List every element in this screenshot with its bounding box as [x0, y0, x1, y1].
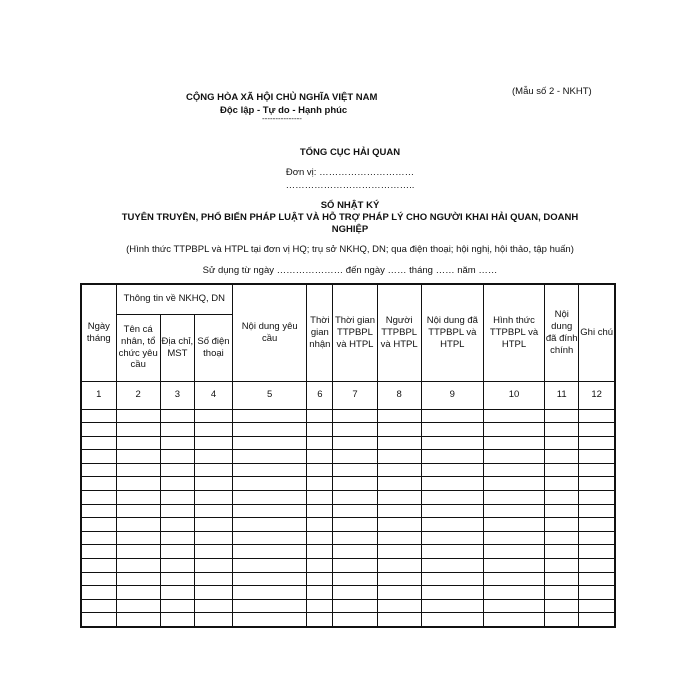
table-row	[81, 491, 615, 505]
table-cell[interactable]	[579, 477, 615, 491]
separator-line: ---------------	[262, 114, 302, 123]
table-cell[interactable]	[81, 518, 116, 532]
table-cell[interactable]	[194, 463, 232, 477]
table-row	[81, 518, 615, 532]
column-number-row	[81, 381, 615, 409]
log-table	[80, 283, 616, 628]
table-cell[interactable]	[194, 477, 232, 491]
table-cell[interactable]	[421, 572, 483, 586]
table-cell[interactable]	[333, 477, 377, 491]
table-cell[interactable]	[579, 436, 615, 450]
table-cell[interactable]	[116, 409, 160, 423]
table-cell[interactable]	[81, 504, 116, 518]
table-row	[81, 504, 615, 518]
table-cell[interactable]	[233, 545, 307, 559]
table-cell[interactable]	[483, 518, 544, 532]
table-cell[interactable]	[116, 586, 160, 600]
table-row	[81, 409, 615, 423]
table-cell[interactable]	[233, 613, 307, 627]
table-cell[interactable]	[483, 586, 544, 600]
table-cell[interactable]	[579, 409, 615, 423]
table-cell[interactable]	[307, 586, 333, 600]
table-cell[interactable]	[483, 423, 544, 437]
header-corrected-content: Nội dung đã đính chính	[545, 284, 579, 381]
table-cell[interactable]	[233, 409, 307, 423]
table-cell[interactable]	[307, 599, 333, 613]
table-cell[interactable]	[421, 463, 483, 477]
table-cell[interactable]	[307, 504, 333, 518]
table-cell[interactable]	[194, 436, 232, 450]
table-cell[interactable]	[116, 518, 160, 532]
header-group-info: Thông tin về NKHQ, DN	[116, 284, 232, 314]
table-cell[interactable]	[483, 450, 544, 464]
table-cell[interactable]	[377, 572, 421, 586]
table-cell[interactable]	[579, 572, 615, 586]
table-cell[interactable]	[421, 436, 483, 450]
table-cell[interactable]	[194, 423, 232, 437]
header-ttpbpl-person: Người TTPBPL và HTPL	[377, 284, 421, 381]
table-cell[interactable]	[81, 463, 116, 477]
table-cell[interactable]	[307, 613, 333, 627]
table-cell[interactable]	[160, 599, 194, 613]
table-cell[interactable]	[194, 518, 232, 532]
forms-note: (Hình thức TTPBPL và HTPL tại đơn vị HQ; trụ sở NKHQ, DN; qua điện thoại; hội nghị, hội thảo, tập huấn)	[126, 244, 574, 255]
table-cell[interactable]	[307, 572, 333, 586]
table-cell[interactable]	[377, 436, 421, 450]
table-cell[interactable]	[545, 450, 579, 464]
table-cell[interactable]	[160, 436, 194, 450]
table-cell[interactable]	[483, 545, 544, 559]
table-cell[interactable]	[545, 613, 579, 627]
table-cell[interactable]	[377, 423, 421, 437]
table-cell[interactable]	[116, 423, 160, 437]
table-cell[interactable]	[116, 477, 160, 491]
table-cell[interactable]	[160, 531, 194, 545]
table-cell[interactable]	[160, 423, 194, 437]
table-cell[interactable]	[233, 599, 307, 613]
column-number: 9	[421, 381, 483, 409]
table-cell[interactable]	[307, 450, 333, 464]
table-cell[interactable]	[421, 477, 483, 491]
table-cell[interactable]	[160, 409, 194, 423]
table-cell[interactable]	[545, 518, 579, 532]
table-row	[81, 463, 615, 477]
column-number: 8	[377, 381, 421, 409]
table-cell[interactable]	[307, 477, 333, 491]
table-cell[interactable]	[333, 436, 377, 450]
table-cell[interactable]	[483, 409, 544, 423]
table-cell[interactable]	[116, 450, 160, 464]
table-cell[interactable]	[333, 545, 377, 559]
table-cell[interactable]	[116, 436, 160, 450]
table-cell[interactable]	[307, 491, 333, 505]
table-cell[interactable]	[333, 504, 377, 518]
table-cell[interactable]	[160, 463, 194, 477]
header-requester: Tên cá nhân, tổ chức yêu cầu	[116, 314, 160, 381]
table-cell[interactable]	[579, 545, 615, 559]
table-cell[interactable]	[421, 613, 483, 627]
table-cell[interactable]	[160, 477, 194, 491]
table-cell[interactable]	[545, 531, 579, 545]
table-cell[interactable]	[307, 436, 333, 450]
table-cell[interactable]	[81, 450, 116, 464]
table-cell[interactable]	[483, 504, 544, 518]
table-cell[interactable]	[333, 559, 377, 573]
table-row	[81, 477, 615, 491]
table-cell[interactable]	[81, 531, 116, 545]
table-cell[interactable]	[333, 531, 377, 545]
table-cell[interactable]	[194, 409, 232, 423]
table-cell[interactable]	[333, 613, 377, 627]
unit-field-line2: …………………………………..	[285, 180, 415, 191]
column-number: 4	[194, 381, 232, 409]
table-cell[interactable]	[194, 613, 232, 627]
table-cell[interactable]	[116, 559, 160, 573]
table-cell[interactable]	[545, 572, 579, 586]
table-cell[interactable]	[579, 518, 615, 532]
table-cell[interactable]	[545, 436, 579, 450]
table-cell[interactable]	[545, 504, 579, 518]
table-cell[interactable]	[421, 545, 483, 559]
nation-heading: CỘNG HÒA XÃ HỘI CHỦ NGHĨA VIỆT NAM	[186, 92, 378, 103]
table-cell[interactable]	[194, 491, 232, 505]
table-cell[interactable]	[377, 491, 421, 505]
table-cell[interactable]	[116, 613, 160, 627]
table-row	[81, 531, 615, 545]
table-cell[interactable]	[421, 531, 483, 545]
table-row	[81, 559, 615, 573]
table-cell[interactable]	[377, 477, 421, 491]
table-cell[interactable]	[377, 586, 421, 600]
table-cell[interactable]	[307, 409, 333, 423]
table-cell[interactable]	[81, 545, 116, 559]
table-cell[interactable]	[579, 491, 615, 505]
table-cell[interactable]	[160, 613, 194, 627]
table-cell[interactable]	[545, 559, 579, 573]
table-cell[interactable]	[377, 450, 421, 464]
table-cell[interactable]	[377, 504, 421, 518]
table-cell[interactable]	[307, 518, 333, 532]
table-cell[interactable]	[579, 613, 615, 627]
column-number: 10	[483, 381, 544, 409]
table-cell[interactable]	[194, 504, 232, 518]
table-cell[interactable]	[421, 586, 483, 600]
table-cell[interactable]	[233, 504, 307, 518]
table-cell[interactable]	[233, 477, 307, 491]
table-cell[interactable]	[333, 463, 377, 477]
table-cell[interactable]	[233, 586, 307, 600]
table-cell[interactable]	[421, 599, 483, 613]
form-code: (Mẫu số 2 - NKHT)	[512, 86, 592, 97]
table-cell[interactable]	[194, 531, 232, 545]
table-row	[81, 613, 615, 627]
table-cell[interactable]	[545, 491, 579, 505]
table-cell[interactable]	[421, 450, 483, 464]
table-cell[interactable]	[160, 518, 194, 532]
table-cell[interactable]	[81, 586, 116, 600]
table-cell[interactable]	[333, 572, 377, 586]
header-address: Địa chỉ, MST	[160, 314, 194, 381]
header-phone: Số điện thoại	[194, 314, 232, 381]
column-number: 6	[307, 381, 333, 409]
table-cell[interactable]	[81, 599, 116, 613]
table-cell[interactable]	[579, 423, 615, 437]
header-ttpbpl-time: Thời gian TTPBPL và HTPL	[333, 284, 377, 381]
table-cell[interactable]	[333, 599, 377, 613]
table-cell[interactable]	[483, 613, 544, 627]
table-cell[interactable]	[307, 531, 333, 545]
table-cell[interactable]	[421, 559, 483, 573]
table-cell[interactable]	[194, 599, 232, 613]
table-cell[interactable]	[160, 586, 194, 600]
table-cell[interactable]	[81, 409, 116, 423]
column-number: 7	[333, 381, 377, 409]
table-cell[interactable]	[233, 531, 307, 545]
table-cell[interactable]	[421, 518, 483, 532]
table-cell[interactable]	[160, 491, 194, 505]
table-cell[interactable]	[333, 423, 377, 437]
agency-name: TỔNG CỤC HẢI QUAN	[299, 147, 401, 158]
table-cell[interactable]	[333, 518, 377, 532]
table-cell[interactable]	[160, 572, 194, 586]
table-row	[81, 423, 615, 437]
table-cell[interactable]	[116, 463, 160, 477]
table-cell[interactable]	[377, 613, 421, 627]
table-cell[interactable]	[233, 450, 307, 464]
table-cell[interactable]	[194, 450, 232, 464]
table-cell[interactable]	[421, 409, 483, 423]
table-cell[interactable]	[81, 436, 116, 450]
table-cell[interactable]	[116, 572, 160, 586]
table-cell[interactable]	[307, 545, 333, 559]
table-cell[interactable]	[545, 477, 579, 491]
column-number: 2	[116, 381, 160, 409]
table-cell[interactable]	[160, 545, 194, 559]
table-cell[interactable]	[160, 450, 194, 464]
table-cell[interactable]	[160, 559, 194, 573]
table-cell[interactable]	[377, 599, 421, 613]
table-row	[81, 450, 615, 464]
table-cell[interactable]	[483, 531, 544, 545]
table-cell[interactable]	[160, 504, 194, 518]
motto: Độc lập - Tự do - Hạnh phúc	[220, 105, 348, 116]
table-cell[interactable]	[116, 545, 160, 559]
table-cell[interactable]	[81, 491, 116, 505]
column-number: 3	[160, 381, 194, 409]
table-cell[interactable]	[116, 504, 160, 518]
table-cell[interactable]	[194, 559, 232, 573]
table-cell[interactable]	[307, 559, 333, 573]
table-row	[81, 586, 615, 600]
table-cell[interactable]	[233, 491, 307, 505]
table-cell[interactable]	[579, 586, 615, 600]
table-cell[interactable]	[377, 518, 421, 532]
column-number: 11	[545, 381, 579, 409]
table-cell[interactable]	[333, 586, 377, 600]
table-cell[interactable]	[545, 545, 579, 559]
table-cell[interactable]	[233, 559, 307, 573]
header-ttpbpl-form: Hình thức TTPBPL và HTPL	[483, 284, 544, 381]
table-row	[81, 599, 615, 613]
table-cell[interactable]	[579, 599, 615, 613]
table-cell[interactable]	[333, 450, 377, 464]
table-cell[interactable]	[579, 559, 615, 573]
table-cell[interactable]	[81, 613, 116, 627]
table-cell[interactable]	[81, 572, 116, 586]
header-date: Ngày tháng	[81, 284, 116, 381]
table-cell[interactable]	[307, 423, 333, 437]
table-cell[interactable]	[233, 436, 307, 450]
book-subtitle-line1: TUYÊN TRUYỀN, PHỔ BIẾN PHÁP LUẬT VÀ HỖ TRỢ PHÁP LÝ CHO NGƯỜI KHAI HẢI QUAN, DOANH	[121, 212, 579, 223]
table-cell[interactable]	[421, 504, 483, 518]
table-cell[interactable]	[194, 545, 232, 559]
table-cell[interactable]	[81, 423, 116, 437]
table-cell[interactable]	[483, 491, 544, 505]
table-cell[interactable]	[483, 436, 544, 450]
table-cell[interactable]	[545, 409, 579, 423]
book-title: SỔ NHẬT KÝ	[320, 200, 380, 211]
table-cell[interactable]	[545, 463, 579, 477]
table-cell[interactable]	[377, 531, 421, 545]
table-cell[interactable]	[421, 491, 483, 505]
table-cell[interactable]	[377, 463, 421, 477]
table-cell[interactable]	[579, 450, 615, 464]
header-ttpbpl-content: Nội dung đã TTPBPL và HTPL	[421, 284, 483, 381]
table-cell[interactable]	[545, 599, 579, 613]
table-cell[interactable]	[116, 491, 160, 505]
table-cell[interactable]	[483, 572, 544, 586]
table-row	[81, 436, 615, 450]
table-cell[interactable]	[579, 531, 615, 545]
table-row	[81, 545, 615, 559]
column-number: 1	[81, 381, 116, 409]
header-request-content: Nội dung yêu cầu	[233, 284, 307, 381]
table-cell[interactable]	[483, 599, 544, 613]
book-subtitle-line2: NGHIỆP	[331, 224, 369, 235]
table-cell[interactable]	[377, 559, 421, 573]
table-cell[interactable]	[333, 491, 377, 505]
column-number: 5	[233, 381, 307, 409]
header-note: Ghi chú	[579, 284, 615, 381]
column-number: 12	[579, 381, 615, 409]
table-cell[interactable]	[483, 463, 544, 477]
table-cell[interactable]	[545, 423, 579, 437]
table-cell[interactable]	[307, 463, 333, 477]
table-cell[interactable]	[333, 409, 377, 423]
table-cell[interactable]	[233, 518, 307, 532]
table-row	[81, 572, 615, 586]
table-cell[interactable]	[483, 559, 544, 573]
table-cell[interactable]	[81, 559, 116, 573]
table-cell[interactable]	[233, 463, 307, 477]
table-cell[interactable]	[421, 423, 483, 437]
table-cell[interactable]	[116, 599, 160, 613]
table-cell[interactable]	[233, 423, 307, 437]
table-cell[interactable]	[194, 586, 232, 600]
table-cell[interactable]	[483, 477, 544, 491]
table-cell[interactable]	[579, 463, 615, 477]
table-cell[interactable]	[233, 572, 307, 586]
table-cell[interactable]	[116, 531, 160, 545]
table-cell[interactable]	[545, 586, 579, 600]
usage-period: Sử dụng từ ngày ………………… đến ngày …… tháng …… năm ……	[202, 265, 498, 276]
table-cell[interactable]	[377, 545, 421, 559]
header-received-time: Thời gian nhận	[307, 284, 333, 381]
table-cell[interactable]	[579, 504, 615, 518]
table-cell[interactable]	[194, 572, 232, 586]
unit-field: Đơn vị: …………………………	[285, 167, 415, 178]
table-cell[interactable]	[377, 409, 421, 423]
table-cell[interactable]	[81, 477, 116, 491]
